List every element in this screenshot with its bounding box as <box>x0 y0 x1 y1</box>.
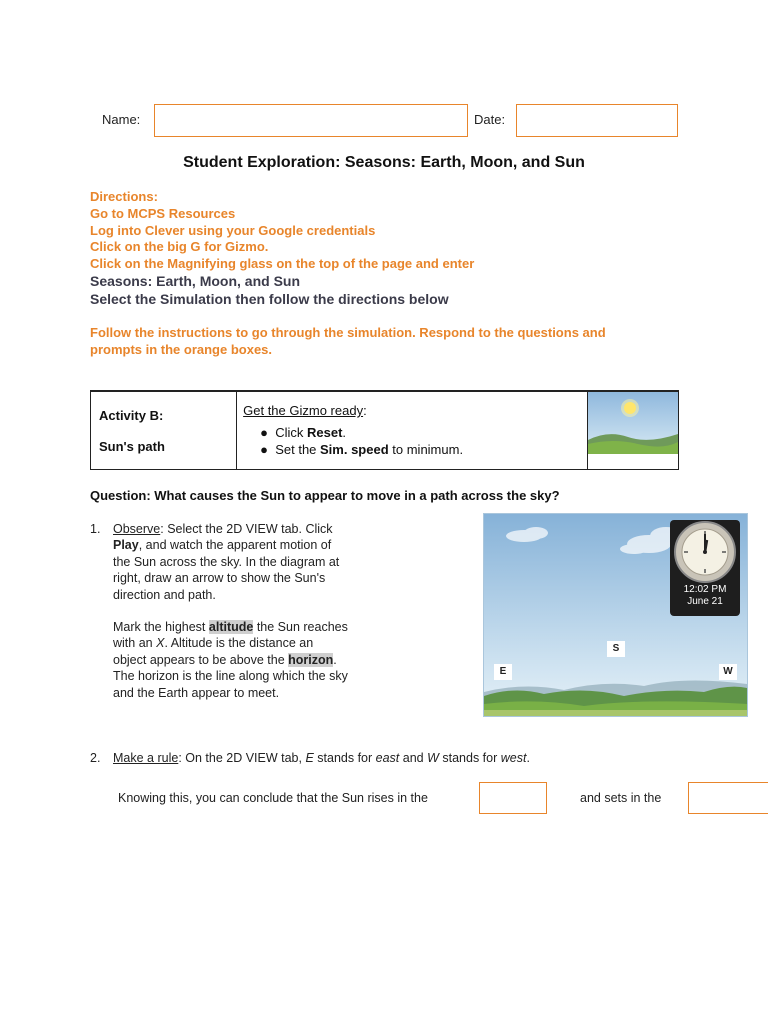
sun-rises-field[interactable] <box>479 782 547 814</box>
reset-keyword: Reset <box>306 425 343 440</box>
item-1-line: the Sun reaches <box>253 620 348 635</box>
item-2-text-part: . <box>526 751 530 765</box>
sky-diagram[interactable] <box>483 513 748 717</box>
sets-text: and sets in the <box>580 791 662 805</box>
item-1-line: the Sun across the sky. In the diagram at <box>113 554 340 569</box>
clock-date: June 21 <box>687 596 723 607</box>
observe-label: Observe <box>113 522 161 536</box>
item-2-text-part: stands for <box>438 751 501 765</box>
item-2-text-part: east <box>375 751 400 765</box>
make-a-rule-label: Make a rule <box>113 751 179 765</box>
item-1-line: : Select the 2D VIEW tab. Click <box>160 522 333 536</box>
item-1-line: and the Earth appear to meet. <box>113 685 280 700</box>
item-1-line: . <box>333 652 337 667</box>
activity-name: Sun's path <box>99 439 165 454</box>
gizmo-ready-cell <box>237 391 588 470</box>
item-2-number: 2. <box>90 751 101 765</box>
item-2-text-part: stands for <box>313 751 376 765</box>
activity-table <box>90 390 679 470</box>
clock-panel <box>670 520 740 616</box>
thumbnail-cell <box>587 391 678 470</box>
item-2-text <box>113 750 530 766</box>
name-field[interactable] <box>154 104 468 137</box>
play-keyword: Play <box>113 538 139 553</box>
item-1-line: , and watch the apparent motion of <box>138 538 332 553</box>
clock-readout <box>670 584 740 608</box>
select-simulation-line: Select the Simulation then follow the directions below <box>90 290 449 307</box>
item-2-text-part: E <box>305 751 314 765</box>
clock-icon <box>670 520 740 584</box>
directions-heading: Directions: <box>90 189 158 204</box>
clock-time: 12:02 PM <box>683 584 727 595</box>
altitude-keyword: altitude <box>208 620 254 635</box>
directions <box>90 189 474 308</box>
gizmo-ready-title: Get the Gizmo ready <box>243 403 364 418</box>
step-text: Click <box>275 425 307 440</box>
name-label: Name: <box>102 112 141 127</box>
west-marker: W <box>719 664 737 680</box>
activity-label-cell <box>91 391 237 470</box>
east-marker: E <box>494 664 512 680</box>
directions-line: Log into Clever using your Google credentials <box>90 222 376 238</box>
directions-line: Click on the Magnifying glass on the top of the page and enter <box>90 256 475 272</box>
gizmo-ready-colon: : <box>363 403 367 418</box>
date-field[interactable] <box>516 104 678 137</box>
follow-line-2: prompts in the orange boxes. <box>90 341 273 357</box>
page-title: Student Exploration: Seasons: Earth, Moon, and Sun <box>183 154 585 171</box>
step-reset: ● Click Reset. <box>260 425 347 440</box>
search-term: Seasons: Earth, Moon, and Sun <box>90 272 301 289</box>
activity-label: Activity B: <box>99 408 164 423</box>
item-1-line: object appears to be above the <box>113 652 289 667</box>
horizon-keyword: horizon <box>288 652 334 667</box>
sun-landscape-thumbnail <box>588 392 678 454</box>
item-1-line: with an <box>113 636 157 651</box>
item-2-text-part: W <box>427 751 439 765</box>
directions-line: Click on the big G for Gizmo. <box>90 239 269 255</box>
item-1-number: 1. <box>90 522 101 536</box>
directions-line: Go to MCPS Resources <box>90 205 236 221</box>
item-2-text-part: west <box>500 751 527 765</box>
item-1-line: right, draw an arrow to show the Sun's <box>113 571 326 586</box>
step-text: to minimum. <box>388 442 464 457</box>
step-text: Set the <box>275 442 321 457</box>
item-1-line: . Altitude is the distance an <box>164 636 314 651</box>
follow-line-1: Follow the instructions to go through the simulation. Respond to the questions and <box>90 325 606 340</box>
speed-keyword: Sim. speed <box>320 442 389 457</box>
item-2-text-part: : On the 2D VIEW tab, <box>178 751 306 765</box>
step-text: . <box>342 425 347 440</box>
sun-sets-field[interactable] <box>688 782 768 814</box>
item-1-line: Mark the highest <box>113 620 209 635</box>
question-text: Question: What causes the Sun to appear to move in a path across the sky? <box>90 488 560 503</box>
item-2-text-part: and <box>399 751 428 765</box>
conclude-text: Knowing this, you can conclude that the Sun rises in the <box>118 791 428 805</box>
follow-instructions <box>90 325 606 359</box>
south-marker: S <box>607 641 625 657</box>
item-1-line: direction and path. <box>113 587 216 602</box>
x-mark-label: X <box>156 636 165 651</box>
date-label: Date: <box>474 112 506 127</box>
item-1-text <box>113 521 383 701</box>
item-1-line: The horizon is the line along which the sky <box>113 669 348 684</box>
step-speed: ● Set the Sim. speed to minimum. <box>260 442 464 457</box>
